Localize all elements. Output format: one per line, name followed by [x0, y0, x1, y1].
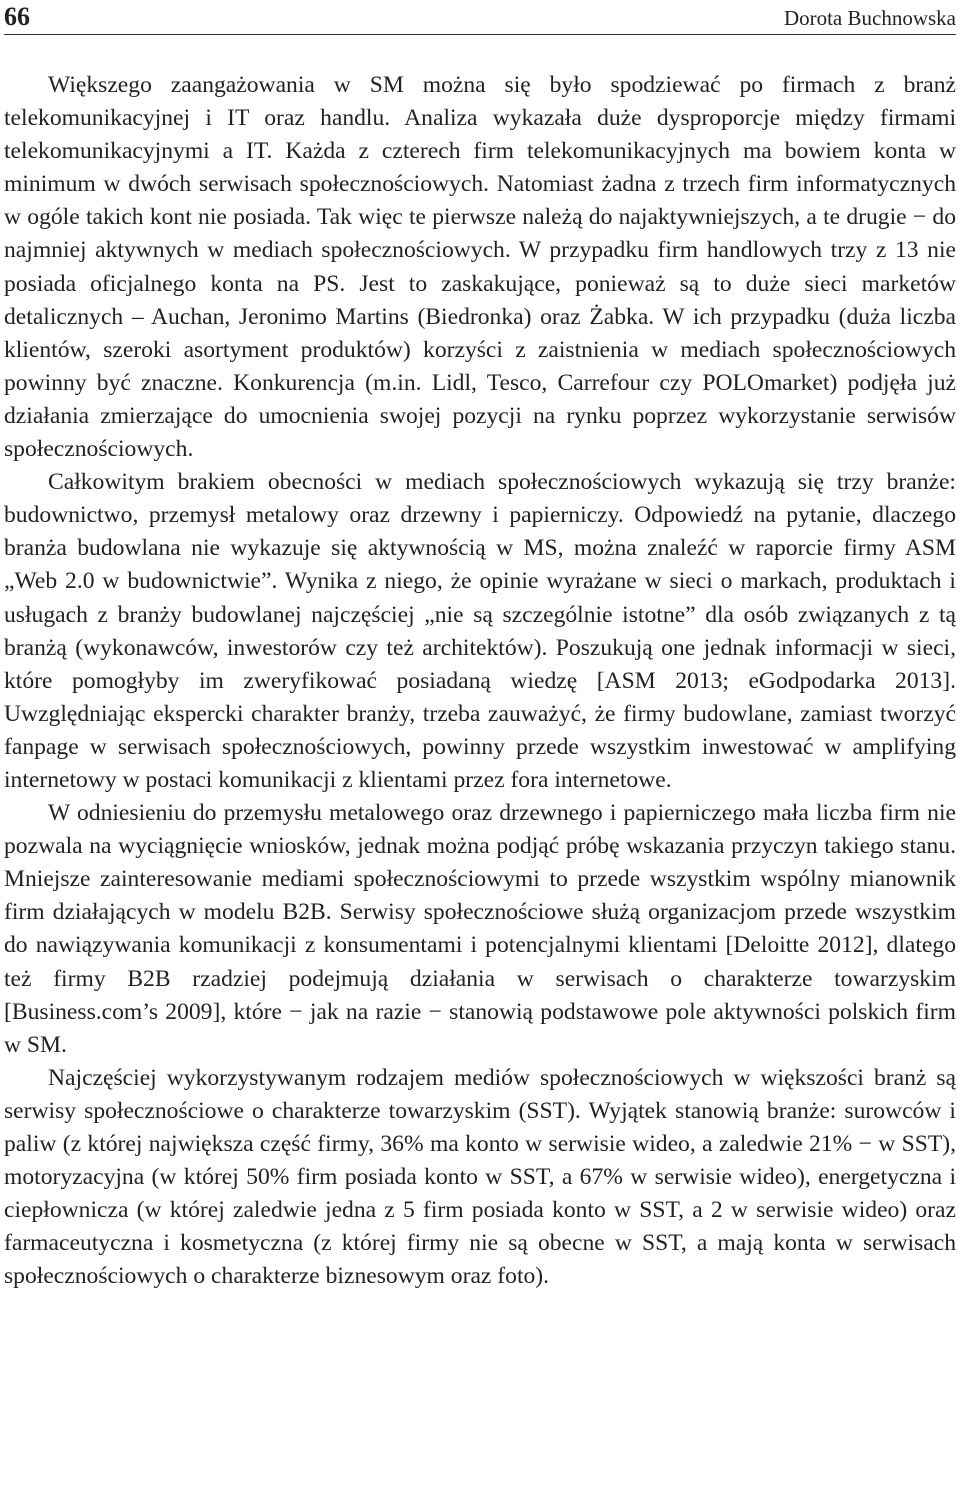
paragraph-1: Większego zaangażowania w SM można się było spodziewać po firmach z branż telekomunikacyjnej i IT oraz handlu. Analiza wykazała duże dysproporcje między firmami telekomunikacyjnymi a IT. Każda z czterech firm telekomunikacyjnych ma bowiem konta w minimum w dwóch serwisach społecznościowych. Natomiast żadna z trzech firm informatycznych w ogóle takich kont nie posiada. Tak więc te pierwsze należą do najaktywniejszych, a te drugie − do najmniej aktywnych w mediach społecznościowych. W przypadku firm handlowych trzy z 13 nie posiada oficjalnego konta na PS. Jest to zaskakujące, ponieważ są to duże sieci marketów detalicznych – Auchan, Jeronimo Martins (Biedronka) oraz Żabka. W ich przypadku (duża liczba klientów, szeroki asortyment produktów) korzyści z zaistnienia w mediach społecznościowych powinny być znaczne. Konkurencja (m.in. Lidl, Tesco, Carrefour czy POLOmarket) podjęła już działania zmierzające do umocnienia swojej pozycji na rynku poprzez wykorzystanie serwisów społecznościowych. — [4, 72, 956, 463]
paragraph-3: W odniesieniu do przemysłu metalowego oraz drzewnego i papierniczego mała liczba firm nie pozwala na wyciągnięcie wniosków, jednak można podjąć próbę wskazania przyczyn takiego stanu. Mniejsze zainteresowanie mediami społecznościowymi to przede wszystkim wspólny mianownik firm działających w modelu B2B. Serwisy społecznościowe służą organizacjom przede wszystkim do nawiązywania komunikacji z konsumentami i potencjalnymi klientami [Deloitte 2012], dlatego też firmy B2B rzadziej podejmują działania w serwisach o charakterze towarzyskim [Business.com’s 2009], które − jak na razie − stanowią podstawowe pole aktywności polskich firm w SM. — [4, 800, 956, 1058]
running-head-author: Dorota Buchnowska — [783, 6, 956, 30]
paragraph-2: Całkowitym brakiem obecności w mediach społecznościowych wykazują się trzy branże: budownictwo, przemysł metalowy oraz drzewny i papierniczy. Odpowiedź na pytanie, dlaczego branża budowlana nie wykazuje się aktywnością w MS, można znaleźć w raporcie firmy ASM „Web 2.0 w budownictwie”. Wynika z niego, że opinie wyrażane w sieci o markach, produktach i usługach z branży budowlanej najczęściej „nie są szczególnie istotne” dla osób związanych z tą branżą (wykonawców, inwestorów czy też architektów). Poszukują one jednak informacji w sieci, które pomogłyby im zweryfikować posiadaną wiedzę [ASM 2013; eGodpodarka 2013]. Uwzględniając ekspercki charakter branży, trzeba zauważyć, że firmy budowlane, zamiast tworzyć fanpage w serwisach społecznościowych, powinny przede wszystkim inwestować w amplifying internetowy w postaci komunikacji z klientami przez fora internetowe. — [4, 469, 956, 793]
paragraph-4: Najczęściej wykorzystywanym rodzajem mediów społecznościowych w większości branż są serwisy społecznościowe o charakterze towarzyskim (SST). Wyjątek stanowią branże: surowców i paliw (z której największa część firmy, 36% ma konto w serwisie wideo, a zaledwie 21% − w SST), motoryzacyjna (w której 50% firm posiada konto w SST, a 67% w serwisie wideo), energetyczna i ciepłownicza (w której zaledwie jedna z 5 firm posiada konto w SST, a 2 w serwisie wideo) oraz farmaceutyczna i kosmetyczna (z której firmy nie są obecne w SST, a mają konta w serwisach społecznościowych o charakterze biznesowym oraz foto). — [4, 1064, 956, 1290]
body-text — [4, 69, 956, 1293]
page-number: 66 — [4, 2, 30, 31]
page-header — [4, 0, 956, 35]
